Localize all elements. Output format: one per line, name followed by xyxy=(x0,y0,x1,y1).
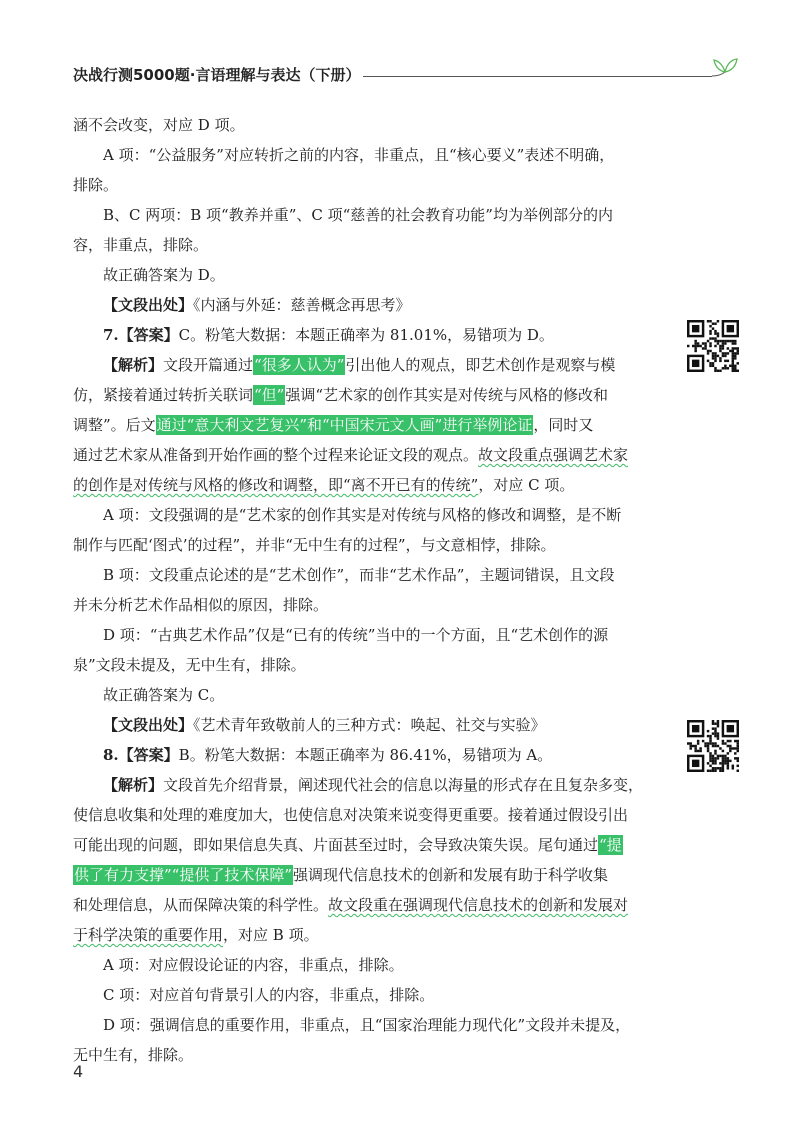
text-line: B、C 两项：B 项“教养并重”、C 项“慈善的社会教育功能”均为举例部分的内 xyxy=(103,206,613,224)
text-span: 引出他人的观点，即艺术创作是观察与模 xyxy=(345,356,616,374)
text-line: D 项：“古典艺术作品”仅是“已有的传统”当中的一个方面，且“艺术创作的源 xyxy=(103,626,609,644)
text-span: 调整”。后文 xyxy=(73,416,156,434)
text-line: 涵不会改变，对应 D 项。 xyxy=(73,116,245,134)
text-span: 可能出现的问题，即如果信息失真、片面甚至过时，会导致决策失误。尾句通过 xyxy=(73,836,599,854)
text-span: 文段首先介绍背景，阐述现代社会的信息以海量的形式存在且复杂多变， xyxy=(163,776,644,794)
text-line: 故正确答案为 D。 xyxy=(103,266,225,284)
analysis-tag: 【解析】 xyxy=(103,356,164,374)
text-span: 强调现代信息技术的创新和发展有助于科学收集 xyxy=(293,866,609,884)
text-line: 排除。 xyxy=(73,176,119,194)
header-rule xyxy=(363,76,712,77)
text-span: 通过艺术家从准备到开始作画的整个过程来论证文段的观点。 xyxy=(73,446,479,464)
text-span: ，对应 B 项。 xyxy=(223,926,319,944)
text-span: 和处理信息，从而保障决策的科学性。 xyxy=(73,896,329,914)
analysis-tag: 【解析】 xyxy=(103,776,164,794)
qr-code-icon[interactable] xyxy=(687,320,739,372)
answer-line xyxy=(73,320,673,350)
highlight: “但” xyxy=(254,386,285,404)
analysis-line xyxy=(73,350,673,380)
text-line: A 项：“公益服务”对应转折之前的内容，非重点，且“核心要义”表述不明确， xyxy=(103,146,615,164)
answer-text: C。粉笔大数据：本题正确率为 81.01%，易错项为 D。 xyxy=(178,326,554,344)
analysis-line xyxy=(73,770,673,800)
text-line: 故正确答案为 C。 xyxy=(103,686,225,704)
answer-explanation-body xyxy=(73,110,673,1070)
wavy-underline: 于科学决策的重要作用 xyxy=(73,926,224,944)
text-span: ，同时又 xyxy=(533,416,594,434)
text-line: A 项：文段强调的是“艺术家的创作其实是对传统与风格的修改和调整，是不断 xyxy=(103,506,622,524)
text-span: 强调“艺术家的创作其实是对传统与风格的修改和 xyxy=(285,386,609,404)
text-line: 并未分析艺术作品相似的原因，排除。 xyxy=(73,596,329,614)
answer-text: B。粉笔大数据：本题正确率为 86.41%，易错项为 A。 xyxy=(178,746,553,764)
source-title: 《艺术青年致敬前人的三种方式：唤起、社交与实验》 xyxy=(193,716,546,734)
text-line xyxy=(73,890,673,920)
highlight: 供了有力支撑”“提供了技术保障” xyxy=(74,866,293,884)
text-line: D 项：强调信息的重要作用，非重点，且“国家治理能力现代化”文段并未提及， xyxy=(103,1016,631,1034)
answer-tag: 7.【答案】 xyxy=(103,326,179,344)
text-line: 泉”文段未提及，无中生有，排除。 xyxy=(73,656,306,674)
text-line: C 项：对应首句背景引人的内容，非重点，排除。 xyxy=(103,986,435,1004)
text-line xyxy=(73,860,673,890)
text-line xyxy=(73,410,673,440)
text-line xyxy=(73,440,673,470)
text-line xyxy=(73,470,673,500)
page-number: 4 xyxy=(73,1062,84,1081)
wavy-underline: 故文段重点强调艺术家 xyxy=(478,446,629,464)
text-line: B 项：文段重点论述的是“艺术创作”，而非“艺术作品”，主题词错误，且文段 xyxy=(103,566,615,584)
page-header xyxy=(73,62,740,88)
text-line xyxy=(73,380,673,410)
text-span: 文段开篇通过 xyxy=(163,356,254,374)
answer-tag: 8.【答案】 xyxy=(103,746,179,764)
source-tag: 【文段出处】 xyxy=(103,296,194,314)
qr-code-icon[interactable] xyxy=(687,720,739,772)
text-line xyxy=(73,830,673,860)
text-span: 仿，紧接着通过转折关联词 xyxy=(73,386,254,404)
source-line xyxy=(73,710,673,740)
text-span: ，对应 C 项。 xyxy=(478,476,575,494)
source-tag: 【文段出处】 xyxy=(103,716,194,734)
header-title: 决战行测5000题·言语理解与表达（下册） xyxy=(73,66,361,84)
wavy-underline: 的创作是对传统与风格的修改和调整，即“离不开已有的传统” xyxy=(73,476,479,494)
text-line: A 项：对应假设论证的内容，非重点，排除。 xyxy=(103,956,404,974)
text-line: 无中生有，排除。 xyxy=(73,1046,194,1064)
wavy-underline: 故文段重在强调现代信息技术的创新和发展对 xyxy=(328,896,629,914)
leaf-icon xyxy=(710,56,740,82)
text-line: 容，非重点，排除。 xyxy=(73,236,209,254)
answer-line xyxy=(73,740,673,770)
highlight: 通过“意大利文艺复兴”和“中国宋元文人画”进行举例论证 xyxy=(156,416,533,434)
text-line: 使信息收集和处理的难度加大，也使信息对决策来说变得更重要。接着通过假设引出 xyxy=(73,806,629,824)
highlight: “提 xyxy=(599,836,622,854)
source-line xyxy=(73,290,673,320)
text-line: 制作与匹配‘图式’的过程”，并非“无中生有的过程”，与文意相悖，排除。 xyxy=(73,536,556,554)
highlight: “很多人认为” xyxy=(254,356,345,374)
source-title: 《内涵与外延：慈善概念再思考》 xyxy=(193,296,411,314)
text-line xyxy=(73,920,673,950)
